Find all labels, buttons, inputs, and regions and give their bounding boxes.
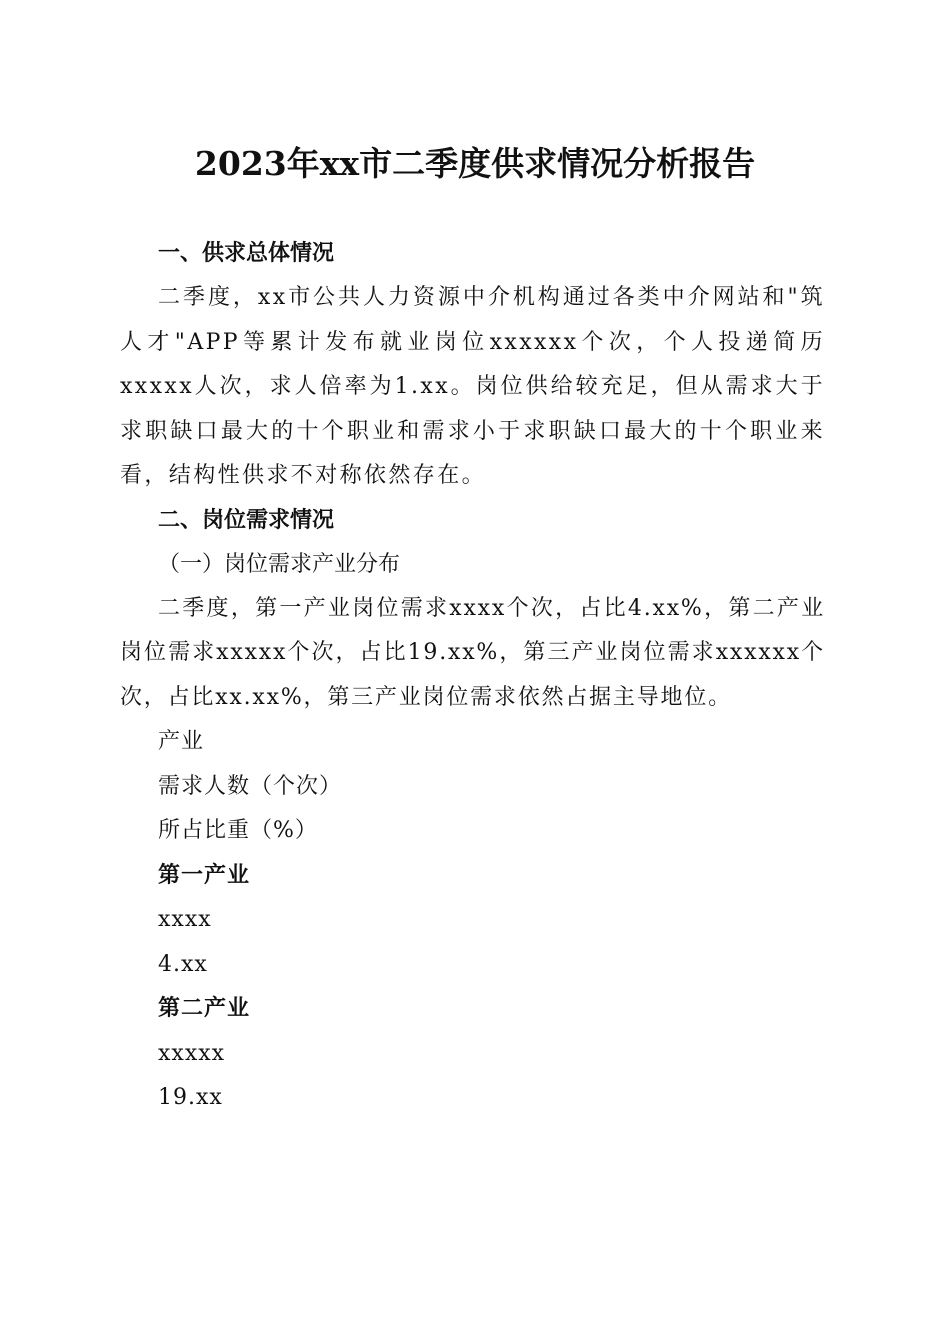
section-1-heading: 一、供求总体情况	[158, 241, 335, 266]
section-2-paragraph: 二季度，第一产业岗位需求xxxx个次，占比4.xx%，第二产业岗位需求xxxxx个次，占比19.xx%，第三产业岗位需求xxxxxx个次，占比xx.xx%，第三产业岗位需求依然占据主导地位。	[120, 595, 825, 710]
table-row-2-demand: xxxxx	[158, 1040, 226, 1066]
table-row-1-industry: 第一产业	[158, 862, 251, 888]
table-header-share: 所占比重（%）	[158, 818, 318, 843]
section-2-heading: 二、岗位需求情况	[158, 507, 335, 533]
table-header-demand: 需求人数（个次）	[158, 773, 343, 799]
section-1-paragraph: 二季度，xx市公共人力资源中介机构通过各类中介网站和"筑人才"APP等累计发布就业岗位xxxxxx个次，个人投递简历xxxxx人次，求人倍率为1.xx。岗位供给较充足，但从需求大于求职缺口最大的十个职业和需求小于求职缺口最大的十个职业来看，结构性供求不对称依然存在。	[120, 285, 825, 488]
section-2-subheading: （一）岗位需求产业分布	[158, 551, 401, 577]
table-row-1-share: 4.xx	[158, 951, 208, 977]
document-title: 2023年xx市二季度供求情况分析报告	[194, 144, 756, 183]
table-row-2-share: 19.xx	[158, 1085, 223, 1110]
document-body	[120, 232, 825, 1121]
table-row-1-demand: xxxx	[158, 907, 212, 932]
table-row-2-industry: 第二产业	[158, 996, 251, 1021]
table-header-industry: 产业	[158, 729, 205, 754]
